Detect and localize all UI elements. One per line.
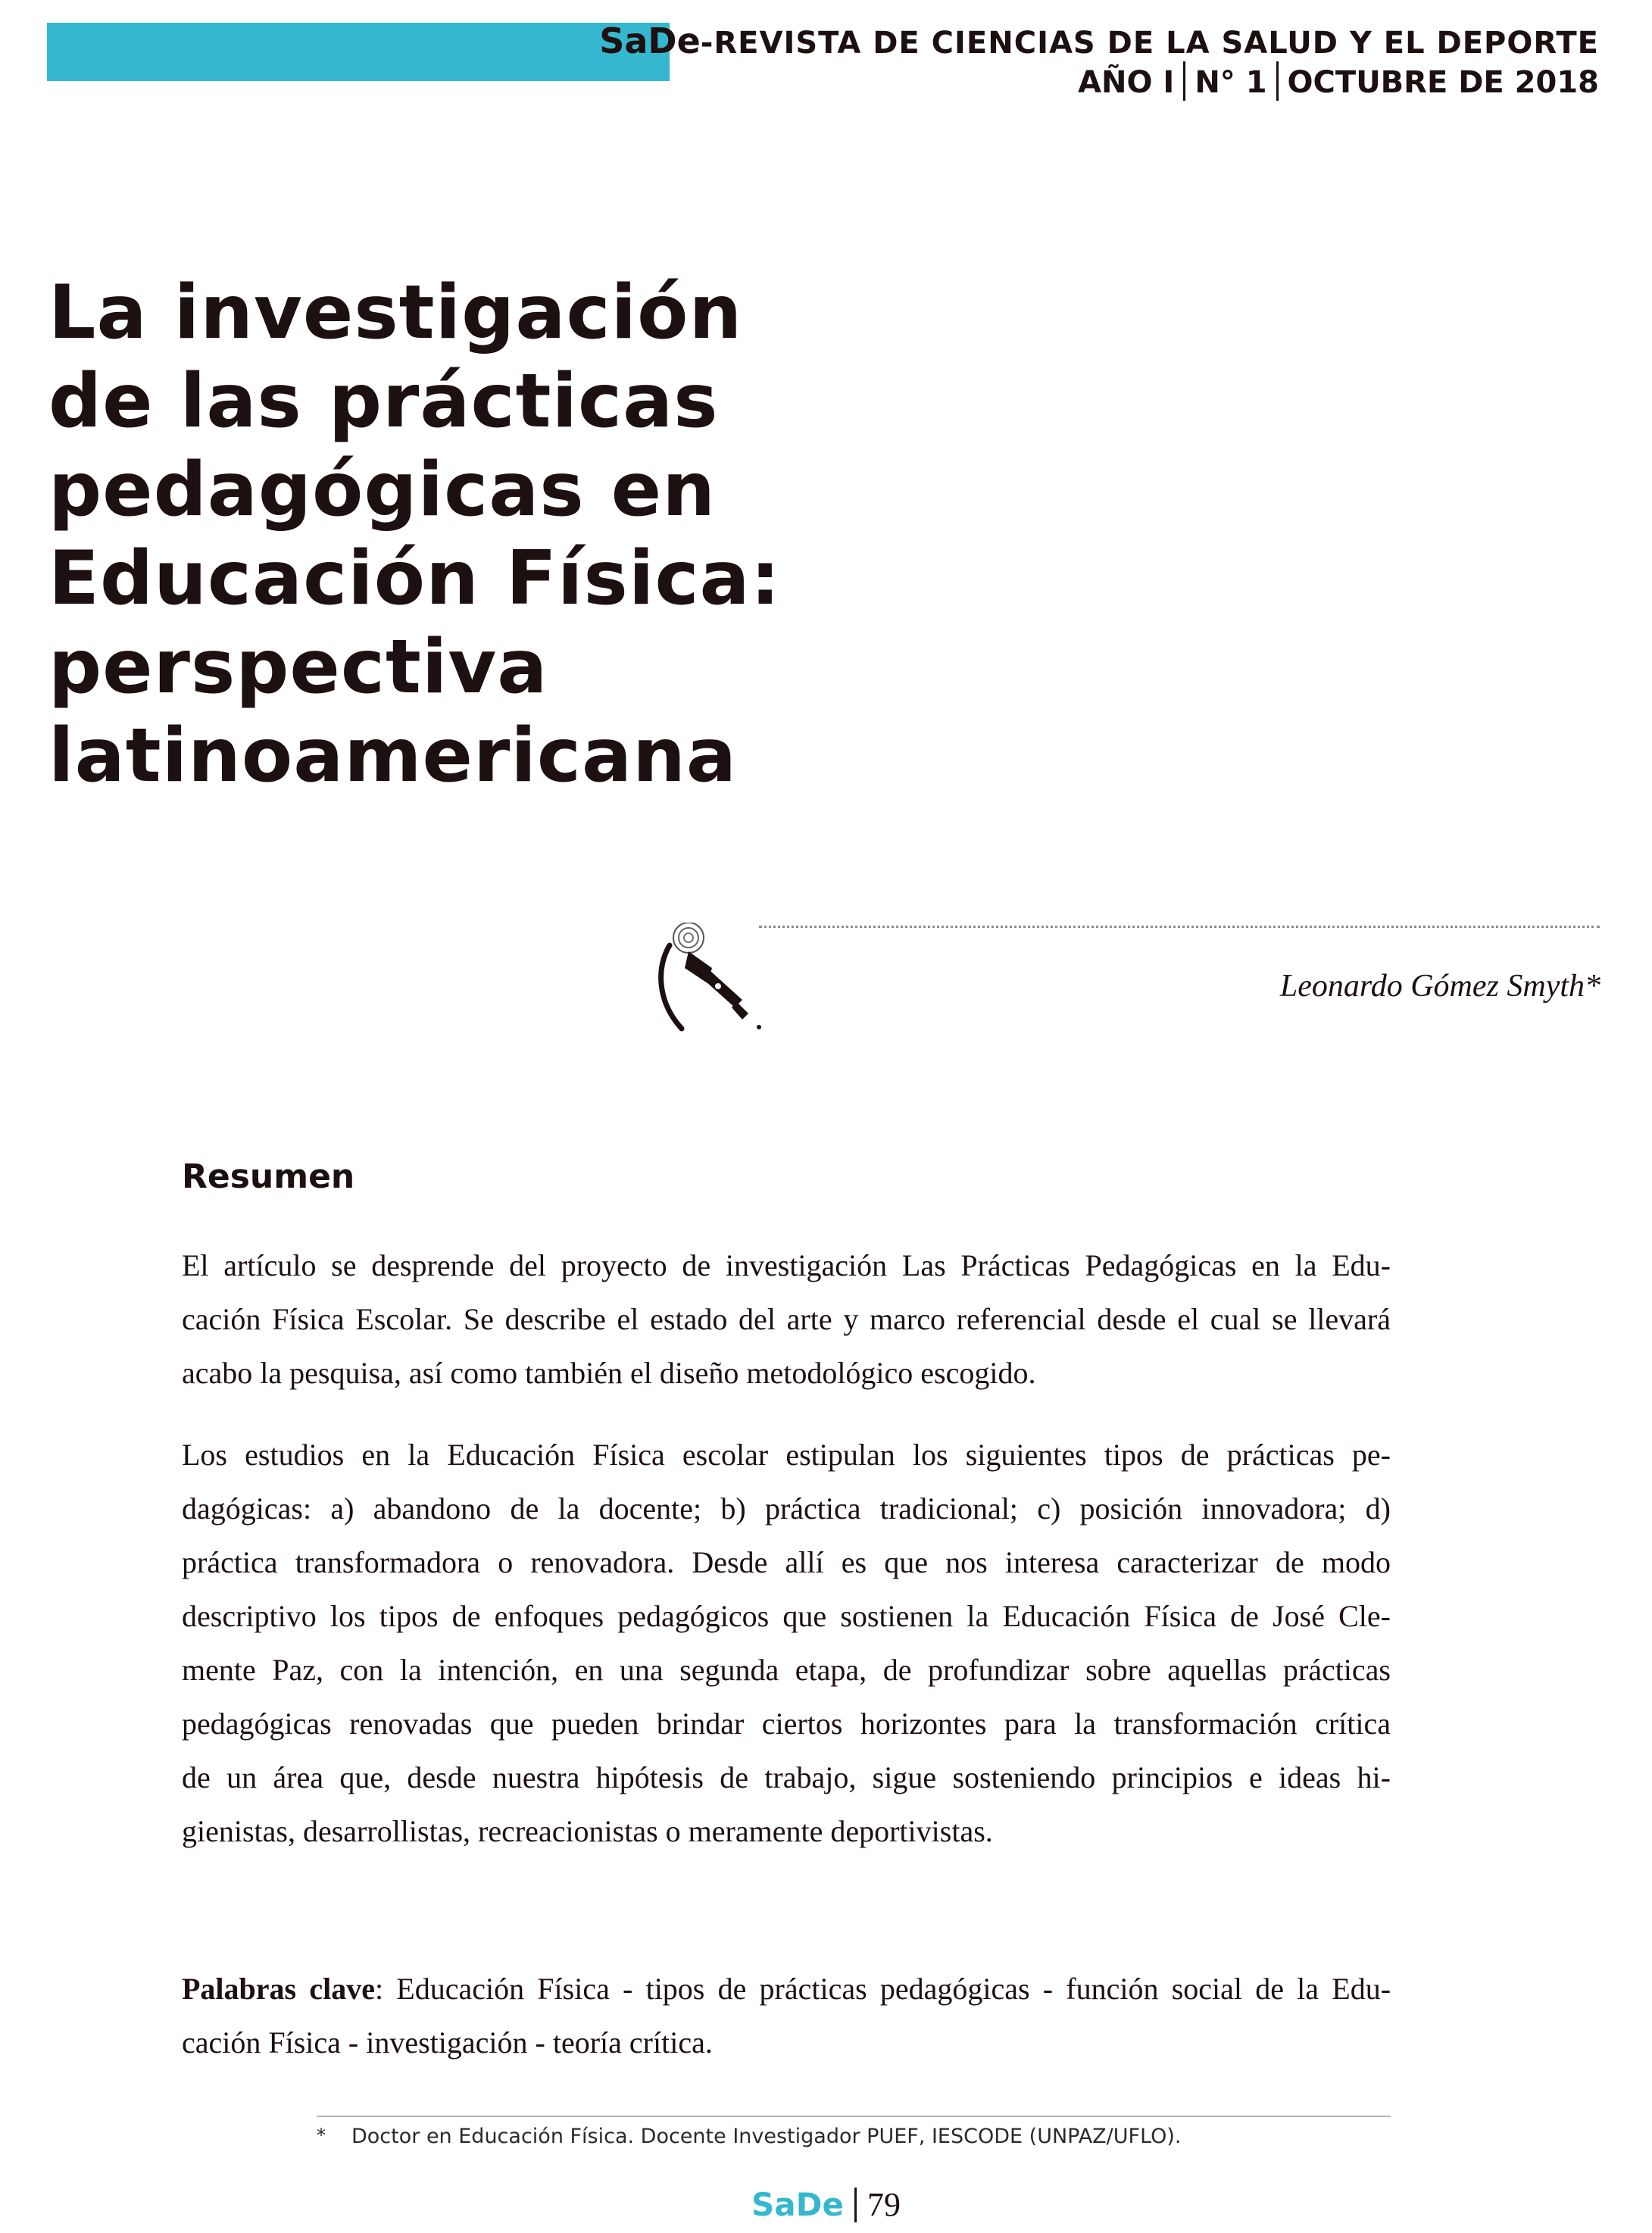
- keywords-list: : Educación Física - tipos de prácticas pedagógicas - función social de la Edu-: [374, 1972, 1391, 2006]
- issue-separator: [1183, 61, 1185, 101]
- title-line: pedagógicas en: [48, 447, 717, 533]
- journal-year: AÑO I: [1078, 65, 1175, 100]
- footer-brand: SaDe: [751, 2186, 844, 2223]
- text-line: gienistas, desarrollistas, recreacionistas o meramente deportivistas.: [182, 1814, 993, 1848]
- author-divider: [759, 926, 1600, 928]
- journal-number: N° 1: [1194, 65, 1267, 100]
- abstract-paragraph-1: [182, 1238, 1391, 1400]
- footer-separator: [854, 2188, 857, 2222]
- abstract-heading: Resumen: [182, 1157, 355, 1196]
- text-line: [182, 1962, 1391, 2016]
- journal-date: OCTUBRE DE 2018: [1287, 65, 1599, 100]
- text-line: cación Física - investigación - teoría crítica.: [182, 2025, 713, 2060]
- title-line: latinoamericana: [48, 713, 738, 799]
- text-line: El artículo se desprende del proyecto de investigación Las Prácticas Pedagógicas en la Edu-: [182, 1248, 1391, 1282]
- journal-issue-line: [599, 63, 1599, 104]
- footnote-divider: [317, 2116, 1391, 2117]
- title-line: de las prácticas: [48, 358, 719, 445]
- text-line: mente Paz, con la intención, en una segunda etapa, de profundizar sobre aquellas prácticas: [182, 1653, 1391, 1687]
- fountain-pen-icon: [653, 923, 774, 1040]
- journal-header: [599, 21, 1599, 104]
- header-accent-bar: [47, 23, 670, 81]
- text-line: de un área que, desde nuestra hipótesis de trabajo, sigue sosteniendo principios e ideas hi-: [182, 1760, 1391, 1794]
- keywords-label: Palabras clave: [182, 1972, 375, 2006]
- title-line: perspectiva: [48, 624, 548, 710]
- issue-separator: [1276, 61, 1279, 101]
- journal-name: -REVISTA DE CIENCIAS DE LA SALUD Y EL DEPORTE: [700, 26, 1599, 61]
- title-line: Educación Física:: [48, 536, 781, 622]
- text-line: cación Física Escolar. Se describe el estado del arte y marco referencial desde el cual se llevará: [182, 1302, 1391, 1336]
- abstract-paragraph-2: [182, 1428, 1391, 1858]
- text-line: acabo la pesquisa, así como también el diseño metodológico escogido.: [182, 1356, 1036, 1390]
- title-line: La investigación: [48, 270, 743, 356]
- text-line: pedagógicas renovadas que pueden brindar ciertos horizontes para la transformación crítica: [182, 1707, 1391, 1741]
- text-line: Los estudios en la Educación Física escolar estipulan los siguientes tipos de prácticas pe-: [182, 1438, 1391, 1472]
- page-number: 79: [867, 2186, 901, 2223]
- keywords-paragraph: [182, 1962, 1391, 2069]
- page-footer: [0, 2186, 1652, 2225]
- footnote-mark: *: [317, 2125, 326, 2146]
- journal-brand: SaDe: [599, 20, 701, 61]
- journal-title-line: [599, 21, 1599, 63]
- text-line: descriptivo los tipos de enfoques pedagógicos que sostienen la Educación Física de José Cle-: [182, 1599, 1391, 1633]
- text-line: práctica transformadora o renovadora. Desde allí es que nos interesa caracterizar de modo: [182, 1545, 1391, 1579]
- article-author: Leonardo Gómez Smyth*: [1279, 969, 1600, 1004]
- article-title: [48, 269, 844, 801]
- author-footnote: [317, 2125, 1182, 2148]
- text-line: dagógicas: a) abandono de la docente; b) práctica tradicional; c) posición innovadora; d): [182, 1491, 1391, 1526]
- footnote-text: Doctor en Educación Física. Docente Investigador PUEF, IESCODE (UNPAZ/UFLO).: [351, 2125, 1182, 2148]
